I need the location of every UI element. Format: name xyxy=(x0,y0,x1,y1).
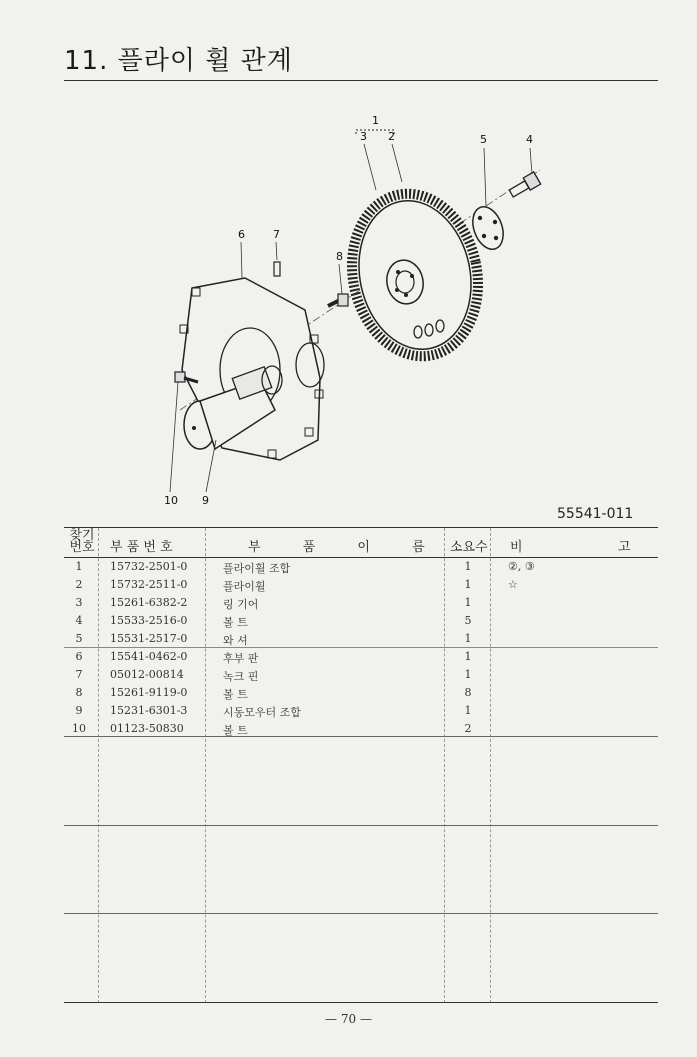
table-row: 9 15231-6301-3 시동모우터 조합 1 xyxy=(75,704,472,719)
table-row: 6 15541-0462-0 후부 판 1 xyxy=(75,650,472,665)
callout-6: 6 xyxy=(238,228,245,241)
table-row: 3 15261-6382-2 링 기어 1 xyxy=(75,596,472,611)
flywheel-exploded-diagram xyxy=(150,110,550,510)
knock-pin xyxy=(274,262,280,276)
table-row: 7 05012-00814 녹크 핀 1 xyxy=(75,668,472,683)
table-row: 10 01123-50830 볼 트 2 xyxy=(72,722,472,737)
table-row: 5 15531-2517-0 와 셔 1 xyxy=(75,632,472,647)
section-rule-1 xyxy=(64,736,658,737)
header-remarks-2: 고 xyxy=(618,540,631,555)
page-title: 11. 플라이 휠 관계 xyxy=(64,46,293,76)
callout-4: 4 xyxy=(526,133,533,146)
callout-1: 1 xyxy=(372,114,379,127)
page-number: — 70 — xyxy=(325,1012,372,1026)
header-part-number: 부 품 번 호 xyxy=(110,540,173,555)
callout-10: 10 xyxy=(164,494,178,507)
diagram-code: 55541-011 xyxy=(557,506,634,522)
header-part-name: 부 품 이 름 xyxy=(248,540,425,555)
table-row: 4 15533-2516-0 볼 트 5 xyxy=(75,614,472,629)
bolt-4 xyxy=(509,172,540,197)
section-rule-2 xyxy=(64,825,658,826)
callout-2: 2 xyxy=(388,130,395,143)
callout-9: 9 xyxy=(202,494,209,507)
table-top-rule xyxy=(64,527,658,528)
title-rule xyxy=(64,80,658,81)
table-bottom-rule xyxy=(64,1002,658,1003)
callout-3: 3 xyxy=(360,130,367,143)
header-remarks-1: 비 xyxy=(510,540,523,555)
header-qty: 소요수 xyxy=(450,540,488,555)
callout-5: 5 xyxy=(480,133,487,146)
bolt-8 xyxy=(328,294,348,306)
flywheel xyxy=(337,182,492,368)
section-rule-3 xyxy=(64,913,658,914)
callout-8: 8 xyxy=(336,250,343,263)
callout-7: 7 xyxy=(273,228,280,241)
table-row: 2 15732-2511-0 플라이휠 1 ☆ xyxy=(75,578,518,593)
table-row: 8 15261-9119-0 볼 트 8 xyxy=(75,686,472,701)
header-no: 찾기 번호 xyxy=(69,528,95,555)
table-row: 1 15732-2501-0 플라이휠 조합 1 ②, ③ xyxy=(75,560,535,575)
